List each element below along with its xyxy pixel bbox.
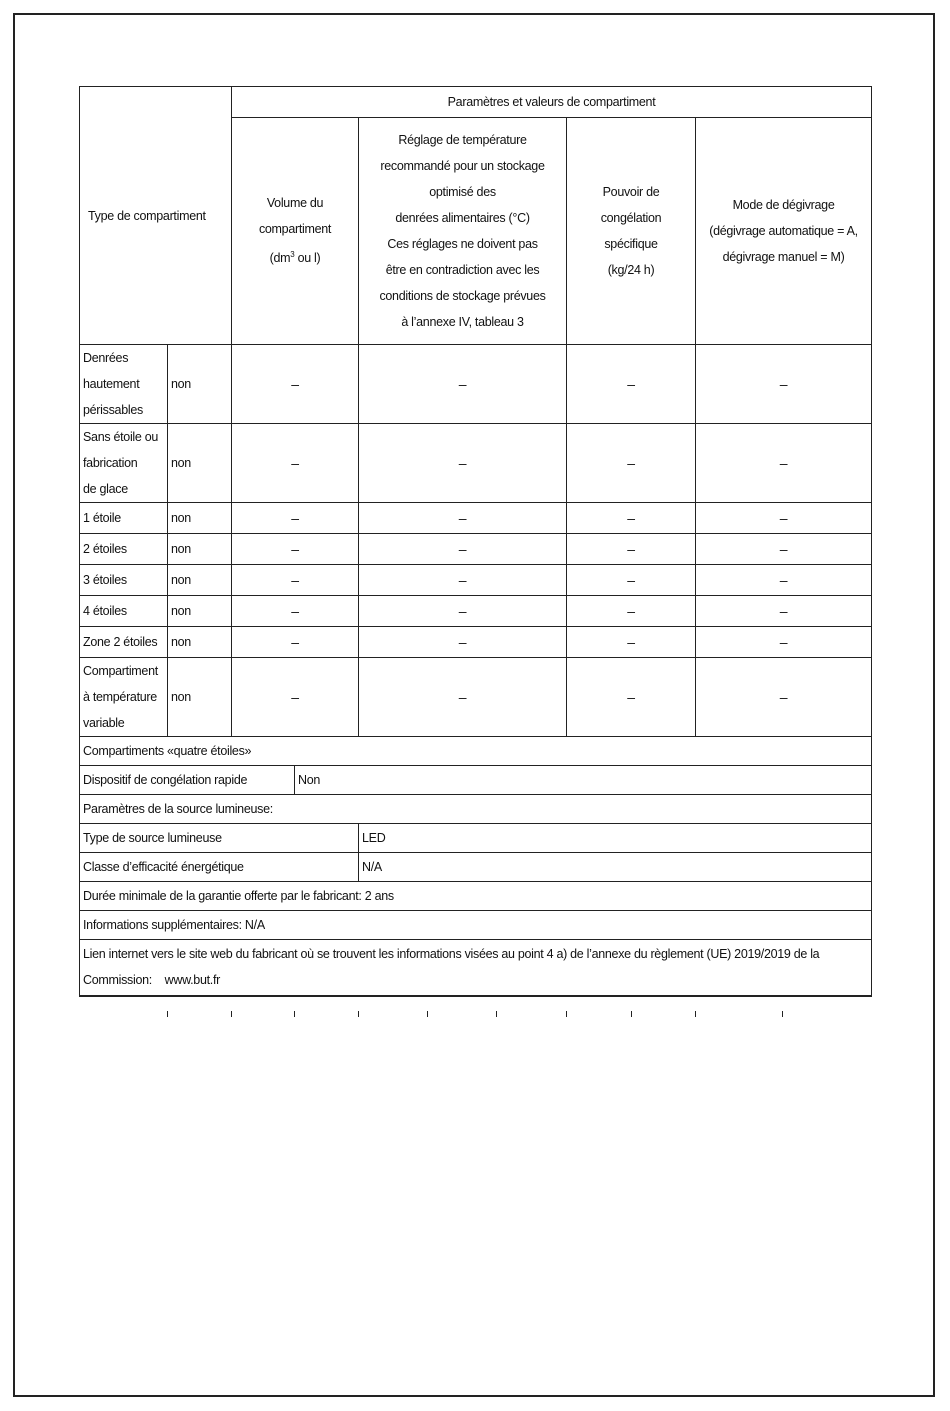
freezing-cell: – [567,596,696,627]
volume-cell: – [232,658,359,737]
table-row [80,424,872,503]
presence-cell: non [168,345,232,424]
defrost-cell: – [696,534,872,565]
tick [231,1011,232,1017]
volume-cell: – [232,503,359,534]
compartment-type-cell: 1 étoile [80,503,168,534]
table-row [80,658,872,737]
tick [167,1011,168,1017]
freezing-cell: – [567,503,696,534]
header-group-parameters: Paramètres et valeurs de compartiment [232,87,872,118]
temperature-cell: – [359,596,567,627]
presence-cell: non [168,503,232,534]
tick [566,1011,567,1017]
freezing-cell: – [567,658,696,737]
light-type-label: Type de source lumineuse [80,824,359,853]
volume-cell: – [232,424,359,503]
freezing-cell: – [567,534,696,565]
compartment-type-cell: 2 étoiles [80,534,168,565]
freezing-cell: – [567,424,696,503]
header-freezing-capacity: Pouvoir de congélation spécifique (kg/24 h) [567,118,696,345]
freezing-cell: – [567,345,696,424]
table-row [80,534,872,565]
tick [496,1011,497,1017]
manufacturer-link-info [80,940,872,996]
manufacturer-link[interactable]: www.but.fr [164,973,220,988]
temperature-cell: – [359,565,567,596]
compartment-type-cell: 3 étoiles [80,565,168,596]
light-type-value: LED [359,824,872,853]
temperature-cell: – [359,627,567,658]
table-row [80,565,872,596]
volume-cell: – [232,534,359,565]
presence-cell: non [168,565,232,596]
freezing-cell: – [567,565,696,596]
extra-info: Informations supplémentaires: N/A [80,911,872,940]
warranty-info: Durée minimale de la garantie offerte par le fabricant: 2 ans [80,882,872,911]
tick [631,1011,632,1017]
presence-cell: non [168,596,232,627]
freezing-cell: – [567,627,696,658]
compartment-table [79,86,872,997]
tick [358,1011,359,1017]
defrost-cell: – [696,658,872,737]
table-row [80,596,872,627]
compartment-type-cell: Zone 2 étoiles [80,627,168,658]
volume-cell: – [232,345,359,424]
table-bottom-ticks [79,1011,871,1017]
tick [695,1011,696,1017]
four-star-compartments: Compartiments «quatre étoiles» [80,737,872,766]
temperature-cell: – [359,503,567,534]
manufacturer-link-text: Lien internet vers le site web du fabricant où se trouvent les informations visées au point 4 a) de l’annexe du règlement (UE) 2019/2019 de la [83,947,820,962]
fast-freeze-value: Non [295,766,872,795]
header-temperature: Réglage de température recommandé pour un stockage optimisé des denrées alimentaires (°C) Ces réglages ne doivent pas être en contradiction avec les conditions de stockage prévues à l’annexe IV, tableau 3 [359,118,567,345]
defrost-cell: – [696,345,872,424]
compartment-type-cell: Denrées hautement périssables [80,345,168,424]
light-source-parameters: Paramètres de la source lumineuse: [80,795,872,824]
presence-cell: non [168,424,232,503]
temperature-cell: – [359,658,567,737]
table-row [80,345,872,424]
tick [294,1011,295,1017]
header-defrost-mode: Mode de dégivrage (dégivrage automatique = A, dégivrage manuel = M) [696,118,872,345]
defrost-cell: – [696,596,872,627]
presence-cell: non [168,627,232,658]
header-compartment-type: Type de compartiment [80,87,232,345]
commission-label: Commission: [83,973,152,988]
header-volume: Volume du compartiment ($dm^3$ ou l) [232,118,359,345]
temperature-cell: – [359,534,567,565]
defrost-cell: – [696,627,872,658]
volume-cell: – [232,627,359,658]
temperature-cell: – [359,345,567,424]
presence-cell: non [168,534,232,565]
energy-class-value: N/A [359,853,872,882]
volume-cell: – [232,565,359,596]
presence-cell: non [168,658,232,737]
fast-freeze-label: Dispositif de congélation rapide [80,766,295,795]
temperature-cell: – [359,424,567,503]
volume-cell: – [232,596,359,627]
defrost-cell: – [696,565,872,596]
defrost-cell: – [696,503,872,534]
table-row [80,503,872,534]
compartment-type-cell: Compartiment à température variable [80,658,168,737]
table-row [80,627,872,658]
tick [782,1011,783,1017]
compartment-type-cell: Sans étoile ou fabrication de glace [80,424,168,503]
energy-class-label: Classe d’efficacité énergétique [80,853,359,882]
defrost-cell: – [696,424,872,503]
tick [427,1011,428,1017]
compartment-type-cell: 4 étoiles [80,596,168,627]
compartment-table-wrapper [79,86,871,997]
